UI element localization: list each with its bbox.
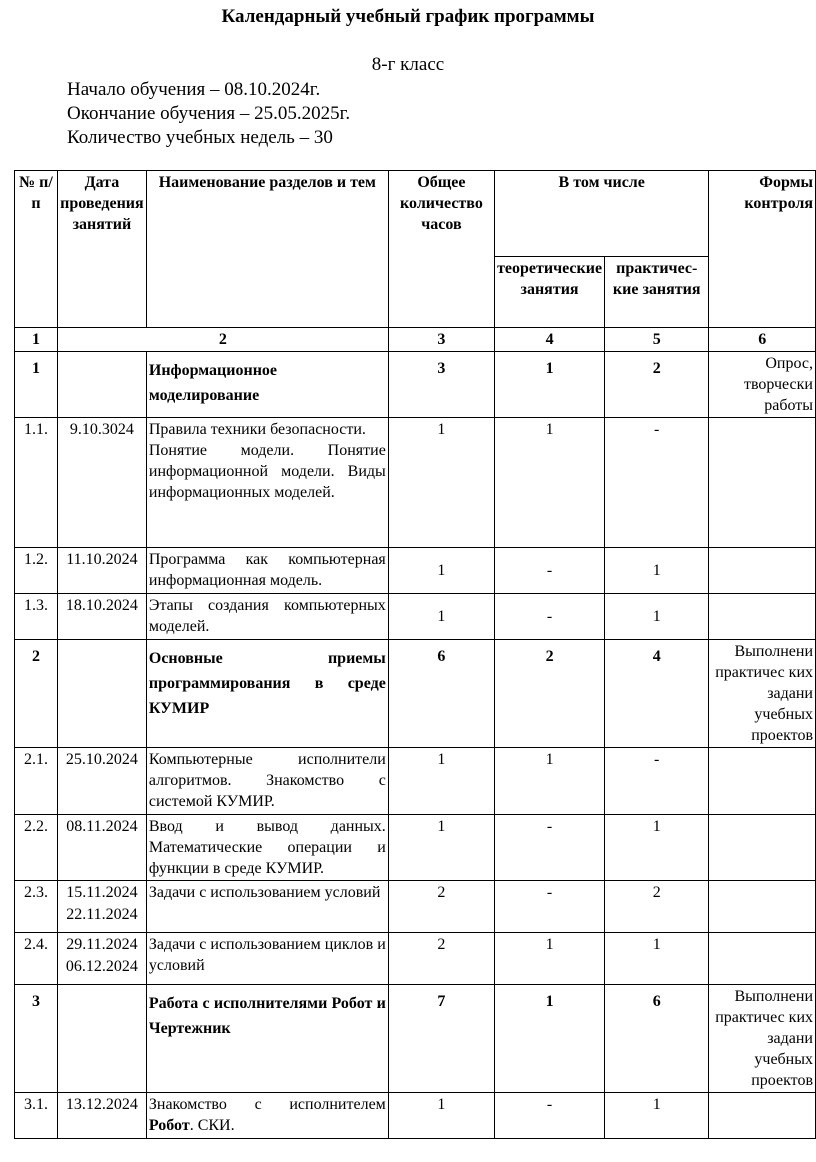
header-date: Дата проведения занятий [57, 171, 146, 328]
row-topic: Этапы создания компьютерных моделей. [146, 594, 388, 640]
row-practice: 1 [605, 594, 709, 640]
section-date [57, 985, 146, 1093]
row-theory: - [495, 881, 605, 933]
section-row [15, 640, 816, 748]
row-theory: 1 [495, 933, 605, 985]
colnum-3: 3 [388, 328, 494, 352]
row-date: 18.10.2024 [57, 594, 146, 640]
section-number: 2 [15, 640, 58, 748]
row-number: 3.1. [15, 1093, 58, 1139]
row-topic: Программа как компьютерная информационная модель. [146, 548, 388, 594]
row-total: 2 [388, 881, 494, 933]
section-title: Работа с исполнителями Робот и Чертежник [146, 985, 388, 1093]
row-theory: - [495, 1093, 605, 1139]
column-number-row [15, 328, 816, 352]
row-date: 9.10.3024 [57, 418, 146, 548]
row-practice: 1 [605, 933, 709, 985]
header-including: В том числе [495, 171, 709, 257]
row-topic-bold: Робот [148, 1117, 190, 1134]
row-practice: 1 [605, 548, 709, 594]
table-row [15, 594, 816, 640]
row-practice: - [605, 418, 709, 548]
colnum-6: 6 [709, 328, 816, 352]
header-name: Наименование разделов и тем [146, 171, 388, 328]
section-practice: 6 [605, 985, 709, 1093]
row-forms [709, 881, 816, 933]
header-theory: теоретические занятия [495, 257, 605, 328]
section-title: Основные приемы программирования в среде КУМИР [146, 640, 388, 748]
row-date: 13.12.2024 [57, 1093, 146, 1139]
row-theory: - [495, 548, 605, 594]
table-row [15, 815, 816, 881]
row-forms [709, 1093, 816, 1139]
row-total: 2 [388, 933, 494, 985]
row-number: 1.1. [15, 418, 58, 548]
row-topic-part: Знакомство с исполнителем [148, 1096, 386, 1113]
row-total: 1 [388, 594, 494, 640]
section-number: 3 [15, 985, 58, 1093]
table-row [15, 1093, 816, 1139]
section-practice: 2 [605, 352, 709, 418]
start-date-line: Начало обучения – 08.10.2024г. [67, 79, 321, 100]
table-row [15, 548, 816, 594]
section-date [57, 640, 146, 748]
row-topic: Компьютерные исполнители алгоритмов. Знакомство с системой КУМИР. [146, 748, 388, 815]
row-practice: 1 [605, 1093, 709, 1139]
row-number: 2.2. [15, 815, 58, 881]
row-date: 11.10.2024 [57, 548, 146, 594]
section-theory: 1 [495, 985, 605, 1093]
row-topic: Ввод и вывод данных. Математические операции и функции в среде КУМИР. [146, 815, 388, 881]
weeks-count-line: Количество учебных недель – 30 [67, 127, 333, 148]
row-forms [709, 418, 816, 548]
row-topic [146, 1093, 388, 1139]
colnum-2: 2 [57, 328, 388, 352]
row-topic-part: . СКИ. [189, 1117, 235, 1134]
row-forms [709, 815, 816, 881]
row-number: 1.3. [15, 594, 58, 640]
row-topic: Задачи с использованием условий [146, 881, 388, 933]
header-forms: Формы контроля [709, 171, 816, 328]
row-date: 25.10.2024 [57, 748, 146, 815]
row-forms [709, 933, 816, 985]
row-practice: 1 [605, 815, 709, 881]
table-row [15, 933, 816, 985]
section-total: 3 [388, 352, 494, 418]
section-title: Информационное моделирование [146, 352, 388, 418]
header-num: № п/п [15, 171, 58, 328]
header-practice: практичес-кие занятия [605, 257, 709, 328]
grade-label: 8-г класс [371, 54, 445, 75]
section-theory: 2 [495, 640, 605, 748]
row-number: 1.2. [15, 548, 58, 594]
row-total: 1 [388, 748, 494, 815]
section-row [15, 985, 816, 1093]
row-total: 1 [388, 548, 494, 594]
row-total: 1 [388, 815, 494, 881]
section-forms: Выполнени практичес ких задани учебных проектов [709, 985, 816, 1093]
row-number: 2.3. [15, 881, 58, 933]
section-total: 6 [388, 640, 494, 748]
colnum-5: 5 [605, 328, 709, 352]
table-row [15, 748, 816, 815]
row-practice: - [605, 748, 709, 815]
row-number: 2.1. [15, 748, 58, 815]
end-date-line: Окончание обучения – 25.05.2025г. [67, 103, 351, 124]
row-date: 08.11.2024 [57, 815, 146, 881]
header-total: Общее количество часов [388, 171, 494, 328]
row-number: 2.4. [15, 933, 58, 985]
section-practice: 4 [605, 640, 709, 748]
header-row-top [15, 171, 816, 257]
row-practice: 2 [605, 881, 709, 933]
row-date: 29.11.2024 06.12.2024 [57, 933, 146, 985]
row-theory: 1 [495, 418, 605, 548]
row-forms [709, 548, 816, 594]
document-title: Календарный учебный график программы [221, 6, 595, 27]
section-forms: Выполнени практичес ких задани учебных проектов [709, 640, 816, 748]
row-topic: Задачи с использованием циклов и условий [146, 933, 388, 985]
row-forms [709, 748, 816, 815]
section-forms: Опрос, творчески работы [709, 352, 816, 418]
section-total: 7 [388, 985, 494, 1093]
colnum-1: 1 [15, 328, 58, 352]
table-row [15, 881, 816, 933]
row-total: 1 [388, 418, 494, 548]
section-theory: 1 [495, 352, 605, 418]
row-theory: - [495, 815, 605, 881]
table-row [15, 418, 816, 548]
section-number: 1 [15, 352, 58, 418]
row-theory: 1 [495, 748, 605, 815]
section-date [57, 352, 146, 418]
schedule-table [14, 170, 816, 1139]
colnum-4: 4 [495, 328, 605, 352]
row-theory: - [495, 594, 605, 640]
row-forms [709, 594, 816, 640]
row-total: 1 [388, 1093, 494, 1139]
section-row [15, 352, 816, 418]
row-date: 15.11.2024 22.11.2024 [57, 881, 146, 933]
row-topic: Правила техники безопасности. Понятие модели. Понятие информационной модели. Виды информационных моделей. [146, 418, 388, 548]
